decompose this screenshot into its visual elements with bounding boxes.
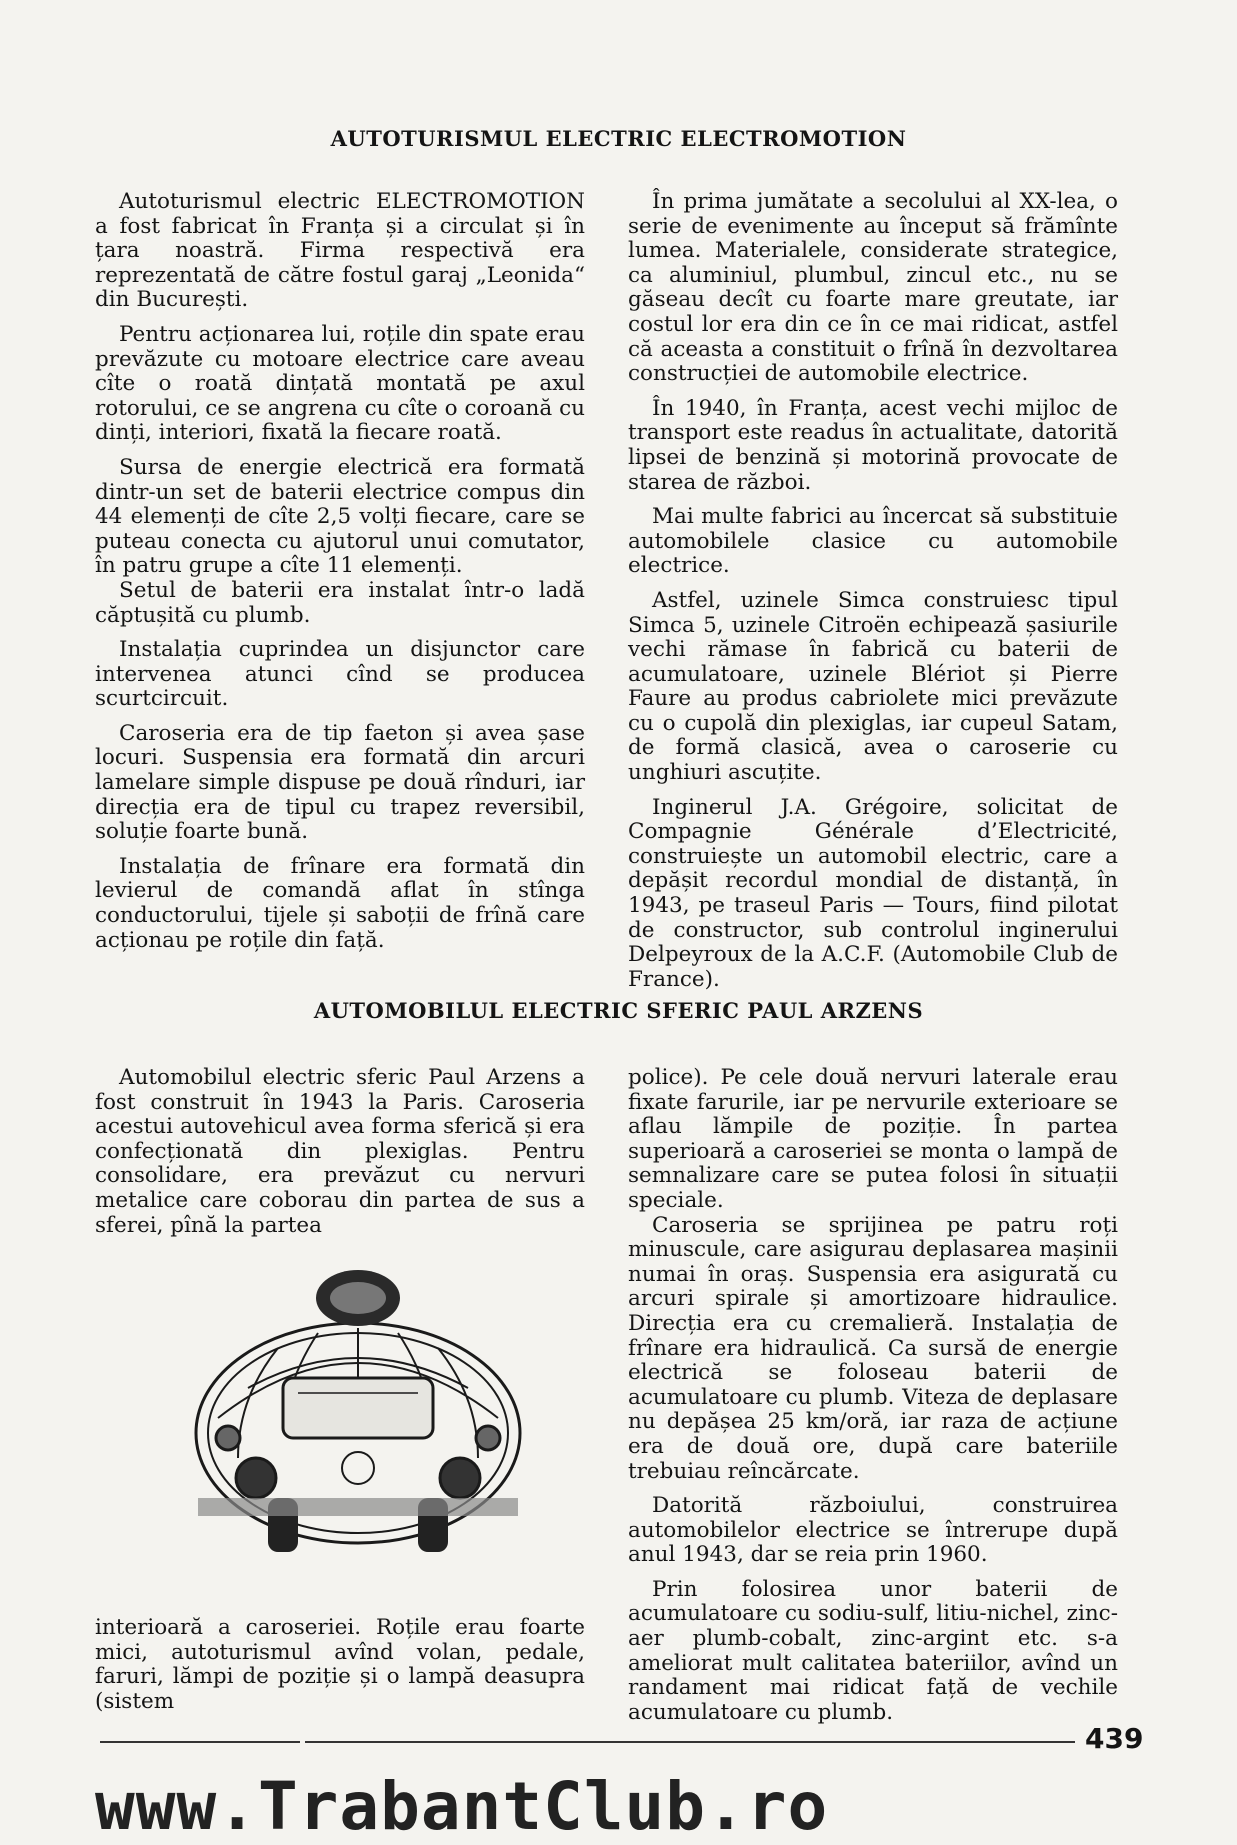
left-headlight	[216, 1426, 240, 1450]
windshield	[283, 1378, 433, 1438]
section2-left-top-column	[95, 1066, 585, 1248]
paragraph: Autoturismul electric ELECTROMOTION a fost fabricat în Franța și a circulat și în țara noastră. Firma respectivă era reprezentată de către fostul garaj „Leonida“ din București.	[95, 189, 585, 313]
section2-right-column	[628, 1066, 1118, 1735]
footer-rule-left	[100, 1741, 300, 1743]
paragraph: Pentru acționarea lui, roțile din spate erau prevăzute cu motoare electrice care aveau cîte o roată dințată montată pe axul rotorului, ce se angrena cu cîte o coroană cu dinți, interiori, fixată la fiecare roată.	[95, 321, 585, 446]
section1-right-column	[628, 190, 1118, 1002]
paragraph: Sursa de energie electrică era formată dintr-un set de baterii electrice compus din 44 elemenți de cîte 2,5 volți fiecare, care se puteau conecta cu ajutorul unui comutator, în patru grupe a cîte 11 elemenți.	[95, 454, 585, 579]
paragraph: Prin folosirea unor baterii de acumulatoare cu sodiu-sulf, litiu-nichel, zinc-aer plumb-cobalt, zinc-argint etc. s-a ameliorat mult calitatea bateriilor, avînd un randament mai ridicat față de vechile acumulatoare cu plumb.	[628, 1576, 1118, 1725]
page-number: 439	[1085, 1722, 1144, 1755]
right-position-lamp	[440, 1458, 480, 1498]
section2-title: AUTOMOBILUL ELECTRIC SFERIC PAUL ARZENS	[313, 998, 924, 1023]
steering-wheel	[342, 1452, 374, 1484]
paragraph: Instalația de frînare era formată din levierul de comandă aflat în stînga conductorului, tijele și saboții de frînă care acționau pe roțile din față.	[95, 853, 585, 953]
right-headlight	[476, 1426, 500, 1450]
section1-left-column	[95, 190, 585, 963]
paragraph: Setul de baterii era instalat într-o ladă căptușită cu plumb.	[95, 577, 585, 628]
paragraph: Instalația cuprindea un disjunctor care intervenea atunci cînd se producea scurtcircuit.	[95, 637, 585, 712]
paragraph: În prima jumătate a secolului al XX-lea, o serie de evenimente au început să frămînte lumea. Materialele, considerate strategice, ca aluminiul, plumbul, zincul etc., nu se găseau decît cu foarte mare greutate, iar costul lor era din ce în ce mai ridicat, astfel că aceasta a constituit o frînă în dezvoltarea construcției de automobile electrice.	[628, 189, 1118, 387]
footer-rule-right	[305, 1741, 1075, 1743]
paragraph: Inginerul J.A. Grégoire, solicitat de Compagnie Générale d’Electricité, construiește un automobil electric, care a depășit recordul mondial de distanță, în 1943, pe traseul Paris — Tours, fiind pilotat de constructor, sub controlul inginerului Delpeyroux de la A.C.F. (Automobile Club de France).	[628, 794, 1118, 992]
paragraph: police). Pe cele două nervuri laterale erau fixate farurile, iar pe nervurile exterioare se aflau lămpile de poziție. În partea superioară a caroseriei se monta o lampă de semnalizare care se putea folosi în situații speciale.	[628, 1065, 1118, 1213]
left-position-lamp	[236, 1458, 276, 1498]
site-watermark: www.TrabantClub.ro	[95, 1768, 829, 1845]
paragraph: Caroseria se sprijinea pe patru roți minuscule, care asigurau deplasarea mașinii numai în oraș. Suspensia era asigurată cu arcuri spirale și amortizoare hidraulice. Direcția era cu cremalieră. Instalația de frînare era hidraulică. Ca sursă de energie electrică se foloseau baterii de acumulatoare cu plumb. Viteza de deplasare nu depășea 25 km/oră, iar raza de acțiune era de două ore, după care bateriile trebuiau reîncărcate.	[628, 1212, 1118, 1484]
paragraph: Mai multe fabrici au încercat să substituie automobilele clasice cu automobile electrice.	[628, 504, 1118, 579]
paragraph: Datorită războiului, construirea automobilelor electrice se întrerupe după anul 1943, dar se reia prin 1960.	[628, 1493, 1118, 1568]
paragraph: Caroseria era de tip faeton și avea șase locuri. Suspensia era formată din arcuri lamelare simple dispuse pe două rînduri, iar direcția era de tipul cu trapez reversibil, soluție foarte bună.	[95, 720, 585, 845]
paragraph: În 1940, în Franța, acest vechi mijloc de transport este readus în actualitate, datorită lipsei de benzină și motorină provocate de starea de război.	[628, 395, 1118, 495]
spherical-car-illustration	[178, 1268, 538, 1568]
paragraph: Astfel, uzinele Simca construiesc tipul Simca 5, uzinele Citroën echipează șasiurile vechi rămase în fabrică cu baterii de acumulatoare, uzinele Blériot și Pierre Faure au produs cabriolete mici prevăzute cu o cupolă din plexiglas, iar cupeul Satam, de formă clasică, avea o caroserie cu unghiuri ascuțite.	[628, 587, 1118, 786]
section2-left-bottom-column	[95, 1616, 585, 1724]
paragraph: interioară a caroseriei. Roțile erau foarte mici, autoturismul avînd volan, pedale, faruri, lămpi de poziție și o lampă deasupra (sistem	[95, 1615, 585, 1714]
paragraph: Automobilul electric sferic Paul Arzens a fost construit în 1943 la Paris. Caroseria acestui autovehicul avea forma sferică și era confecționată din plexiglas. Pentru consolidare, era prevăzut cu nervuri metalice care coborau din partea de sus a sferei, pînă la partea	[95, 1065, 585, 1238]
section1-title: AUTOTURISMUL ELECTRIC ELECTROMOTION	[330, 126, 907, 151]
